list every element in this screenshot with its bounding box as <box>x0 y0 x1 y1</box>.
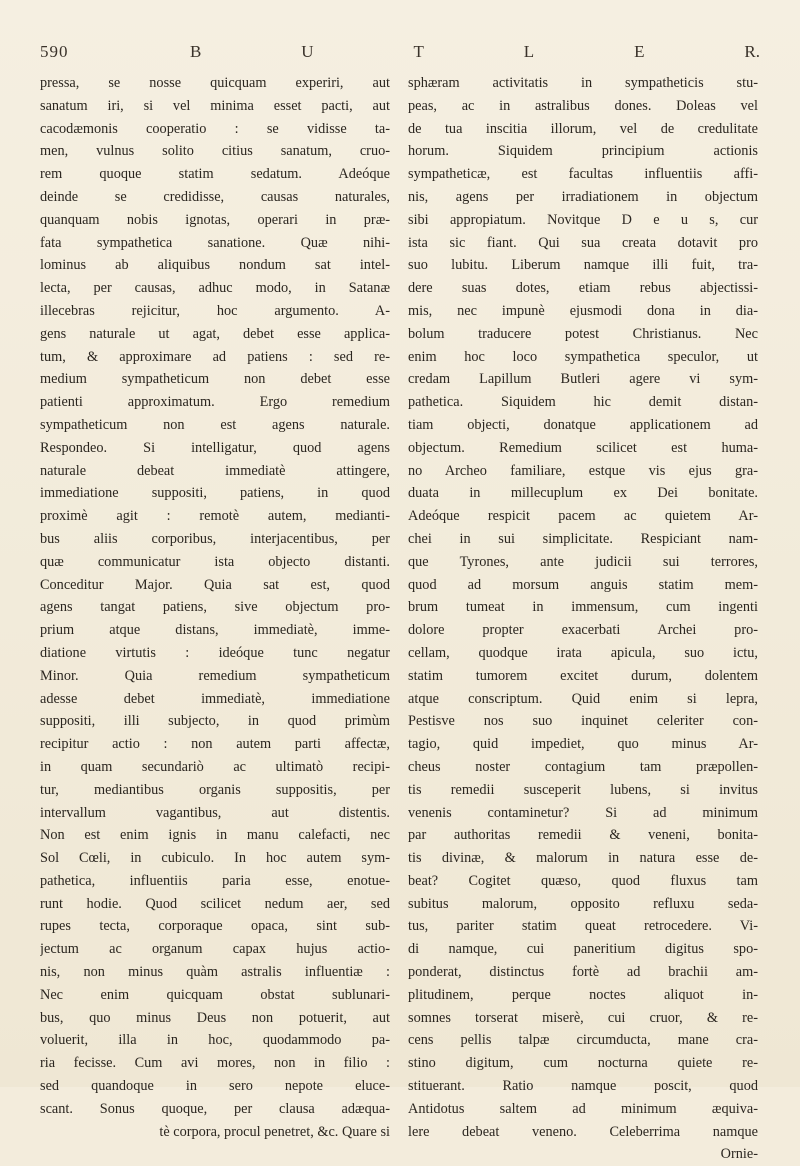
running-title-letter: B <box>190 42 202 61</box>
text-line: Pestisve nos suo inquinet celeriter con- <box>408 713 758 730</box>
text-line: cheus noster contagium tam præpollen- <box>408 758 758 775</box>
text-line: brum tumeat in immensum, cum ingenti <box>408 599 758 616</box>
text-line: men, vulnus solito citius sanatum, cruo- <box>40 143 390 160</box>
text-line: deinde se credidisse, causas naturales, <box>40 188 390 205</box>
text-line: statim tumorem excitet durum, dolentem <box>408 667 758 684</box>
text-line: sibi appropiatum. Novitque D e u s, cur <box>408 211 758 228</box>
running-title-letter: E <box>634 42 645 61</box>
text-line: enim hoc loco sympathetica speculor, ut <box>408 348 758 365</box>
running-title-letter: R. <box>744 42 760 61</box>
text-line: cacodæmonis cooperatio : se vidisse ta- <box>40 120 390 137</box>
text-line: ista sic fiant. Qui sua creata dotavit pro <box>408 234 758 251</box>
right-text-column <box>408 72 758 1166</box>
text-line: venenis contaminetur? Si ad minimum <box>408 804 758 821</box>
text-line: di namque, cui paneritium digitus spo- <box>408 941 758 958</box>
text-line: no Archeo familiare, estque vis ejus gra- <box>408 462 758 479</box>
text-line: rupes tecta, corporaque opaca, sint sub- <box>40 918 390 935</box>
text-line: intervallum vagantibus, aut distentis. <box>40 804 390 821</box>
text-line: quanquam nobis ignotas, operari in præ- <box>40 211 390 228</box>
text-line: pressa, se nosse quicquam experiri, aut <box>40 75 390 91</box>
text-line: sympatheticæ, est facultas influentiis affi- <box>408 166 758 183</box>
text-line: plitudinem, perque noctes aliquot in- <box>408 986 758 1003</box>
text-line: ria fecisse. Cum avi mores, non in filio : <box>40 1055 390 1072</box>
text-line: chei in sui simplicitate. Respiciant nam- <box>408 530 758 547</box>
text-line: tagio, quid impediet, quo minus Ar- <box>408 736 758 753</box>
text-line: bus aliis corporibus, interjacentibus, per <box>40 530 390 547</box>
text-line: suppositi, illi subjecto, in quod primùm <box>40 713 390 730</box>
text-line: horum. Siquidem principium actionis <box>408 143 758 160</box>
text-line: fata sympathetica sanatione. Quæ nihi- <box>40 234 390 251</box>
text-line: dolore propter exacerbati Archei pro- <box>408 622 758 639</box>
text-line: duata in millecuplum ex Dei bonitate. <box>408 485 758 502</box>
text-line: stituerant. Ratio namque poscit, quod <box>408 1078 758 1095</box>
text-line: bolum traducere potest Christianus. Nec <box>408 325 758 342</box>
text-line: Respondeo. Si intelligatur, quod agens <box>40 439 390 456</box>
text-line: jectum ac organum capax hujus actio- <box>40 941 390 958</box>
text-line: objectum. Remedium scilicet est huma- <box>408 439 758 456</box>
page-header <box>40 42 760 72</box>
text-line: nis, agens per irradiationem in objectum <box>408 188 758 205</box>
text-line: prium atque distans, immediatè, imme- <box>40 622 390 639</box>
left-text-column <box>40 72 390 1143</box>
text-line: tum, & approximare ad patiens : sed re- <box>40 348 390 365</box>
text-line: adesse debet immediatè, immediatione <box>40 690 390 707</box>
text-line: de tua inscitia illorum, vel de credulitate <box>408 120 758 137</box>
text-line: pathetica, influentiis paria esse, enotue- <box>40 872 390 889</box>
text-line: tur, mediantibus organis suppositis, per <box>40 781 390 798</box>
text-line: illecebras rejicitur, hoc argumento. A- <box>40 302 390 319</box>
text-line: peas, ac in astralibus dones. Doleas vel <box>408 97 758 114</box>
text-line: sanatum iri, si vel minima esset pacti, aut <box>40 97 390 114</box>
text-line: recipitur actio : non autem parti affectæ, <box>40 736 390 753</box>
text-line: sphæram activitatis in sympatheticis stu- <box>408 75 758 91</box>
text-line: atque conscriptum. Quid enim si lepra, <box>408 690 758 707</box>
text-line: nis, non minus quàm astralis influentiæ : <box>40 964 390 981</box>
text-line: dere suas dotes, etiam rebus abjectissi- <box>408 280 758 297</box>
text-line: par authoritas remedii & veneni, bonita- <box>408 827 758 844</box>
text-line: Nec enim quicquam obstat sublunari- <box>40 986 390 1003</box>
text-line: tiam objecti, donatque applicationem ad <box>408 416 758 433</box>
text-line: rem quoque statim sedatum. Adeóque <box>40 166 390 183</box>
text-line: agens tangat patiens, sive objectum pro- <box>40 599 390 616</box>
text-line: tis remedii susceperit lubens, si invitus <box>408 781 758 798</box>
running-title-letter: L <box>523 42 535 61</box>
text-line: que Tyrones, ante judicii sui terrores, <box>408 553 758 570</box>
text-line: Conceditur Major. Quia sat est, quod <box>40 576 390 593</box>
text-line: Sol Cœli, in cubiculo. In hoc autem sym- <box>40 850 390 867</box>
text-line: subitus malorum, opposito refluxu seda- <box>408 895 758 912</box>
text-line: medium sympatheticum non debet esse <box>40 371 390 388</box>
text-line: mis, nec impunè ejusmodi dona in dia- <box>408 302 758 319</box>
text-line: cens pellis talpæ circumducta, mane cra- <box>408 1032 758 1049</box>
text-line: Ornie- <box>720 1146 758 1163</box>
text-line: in quam secundariò ac ultimatò recipi- <box>40 758 390 775</box>
text-line: suo lubitu. Liberum namque illi fuit, tra- <box>408 257 758 274</box>
text-line: bus, quo minus Deus non potuerit, aut <box>40 1009 390 1026</box>
text-line: patienti approximatum. Ergo remedium <box>40 394 390 411</box>
text-line: pathetica. Siquidem hic demit distan- <box>408 394 758 411</box>
text-line: diatione virtutis : ideóque tunc negatur <box>40 644 390 661</box>
text-line: lominus ab aliquibus nondum sat intel- <box>40 257 390 274</box>
text-line: credam Lapillum Butleri agere vi sym- <box>408 371 758 388</box>
text-line: cellam, quodque irata apicula, suo ictu, <box>408 644 758 661</box>
running-title-letter: U <box>301 42 314 61</box>
text-line: Antidotus saltem ad minimum æquiva- <box>408 1100 758 1117</box>
text-line: Adeóque respicit pacem ac quietem Ar- <box>408 508 758 525</box>
running-title-letter: T <box>413 42 424 61</box>
text-line: runt hodie. Quod scilicet nedum aer, sed <box>40 895 390 912</box>
text-line: tus, pariter statim queat retrocedere. Vi- <box>408 918 758 935</box>
text-line: ponderat, distinctus fortè ad brachii am- <box>408 964 758 981</box>
page-number: 590 <box>40 42 69 61</box>
text-line: Minor. Quia remedium sympatheticum <box>40 667 390 684</box>
text-line: gens naturale ut agat, debet esse applica- <box>40 325 390 342</box>
text-line: lecta, per causas, adhuc modo, in Satanæ <box>40 280 390 297</box>
text-line: tè corpora, procul penetret, &c. Quare si <box>159 1123 390 1140</box>
text-line: beat? Cogitet quæso, quod fluxus tam <box>408 872 758 889</box>
text-line: sympatheticum non est agens naturale. <box>40 416 390 433</box>
text-line: naturale debeat immediatè attingere, <box>40 462 390 479</box>
text-line: quod ad morsum anguis statim mem- <box>408 576 758 593</box>
text-line: Non est enim ignis in manu calefacti, nec <box>40 827 390 844</box>
text-line: somnes torserat miserè, cui cruor, & re- <box>408 1009 758 1026</box>
running-title <box>190 42 760 62</box>
text-line: immediatione suppositi, patiens, in quod <box>40 485 390 502</box>
text-line: lere debeat veneno. Celeberrima namque <box>408 1123 758 1140</box>
text-line: tis divinæ, & malorum in natura esse de- <box>408 850 758 867</box>
text-line: sed quandoque in sero nepote eluce- <box>40 1078 390 1095</box>
text-line: quæ communicatur ista objecto distanti. <box>40 553 390 570</box>
text-line: stino digitum, cum nocturna quiete re- <box>408 1055 758 1072</box>
text-line: scant. Sonus quoque, per clausa adæqua- <box>40 1100 390 1117</box>
column-gutter <box>396 80 397 1040</box>
text-line: voluerit, illa in hoc, quodammodo pa- <box>40 1032 390 1049</box>
text-line: proximè agit : remotè autem, medianti- <box>40 508 390 525</box>
